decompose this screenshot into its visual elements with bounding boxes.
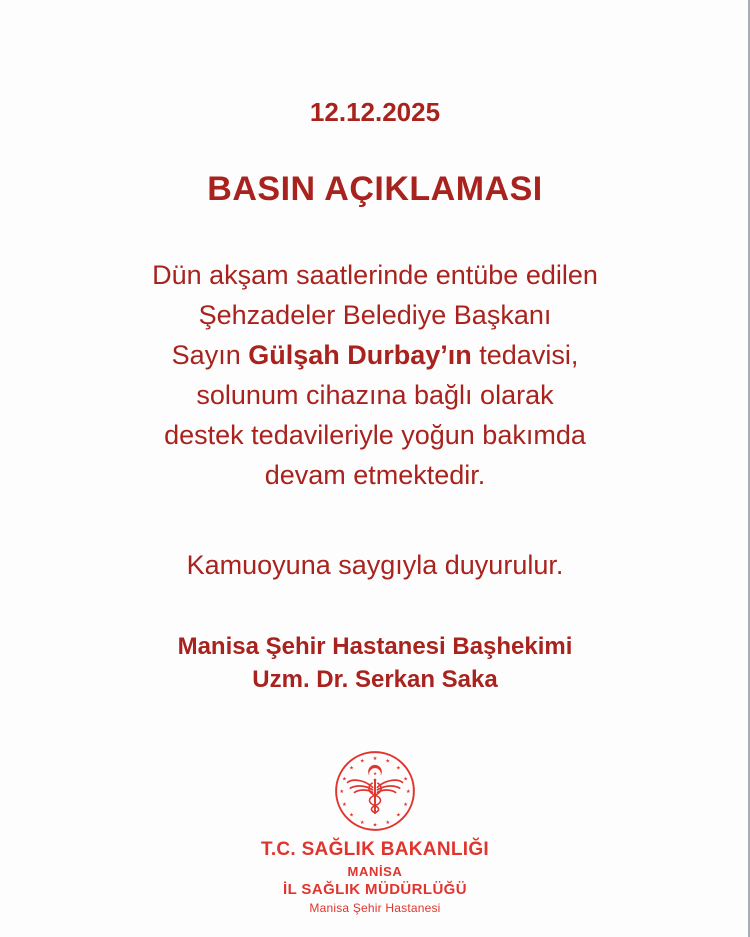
body-line-pre: Sayın [171,340,249,371]
svg-text:★: ★ [385,819,391,826]
directorate-name: İL SAĞLIK MÜDÜRLÜĞÜ [283,881,467,899]
svg-text:★: ★ [372,822,378,829]
svg-text:★: ★ [341,802,347,809]
svg-text:★: ★ [349,765,354,772]
svg-text:★: ★ [372,756,378,763]
svg-text:★: ★ [372,772,378,778]
body-line: destek tedavileriyle yoğun bakımda [164,420,586,451]
page-title: BASIN AÇIKLAMASI [207,170,543,209]
body-line-post: tedavisi, [471,340,579,371]
svg-text:★: ★ [403,802,409,809]
emblem-caduceus [348,779,403,814]
person-name: Gülşah Durbay’ın [248,340,472,371]
ministry-footer [0,750,750,915]
body-line: Dün akşam saatlerinde entübe edilen [152,260,598,291]
body-paragraph [0,255,750,495]
signature-title: Manisa Şehir Hastanesi Başhekimi [177,633,573,661]
svg-text:★: ★ [403,776,409,783]
svg-text:★: ★ [349,812,354,819]
health-ministry-emblem-icon [334,750,416,832]
emblem-container [0,750,750,832]
body-line: devam etmektedir. [264,460,486,491]
svg-text:★: ★ [396,765,401,772]
signature-block [0,630,750,696]
svg-text:★: ★ [396,812,401,819]
svg-text:★: ★ [359,819,365,826]
body-line: Şehzadeler Belediye Başkanı [198,300,552,331]
date-text: 12.12.2025 [309,97,441,127]
signature-name: Uzm. Dr. Serkan Saka [252,666,498,694]
svg-text:★: ★ [341,776,347,783]
svg-text:★: ★ [339,789,345,796]
province-name: MANİSA [347,864,403,880]
svg-text:★: ★ [359,758,365,765]
emblem-crescent [368,765,382,780]
svg-text:★: ★ [405,789,411,796]
svg-text:★: ★ [385,758,391,765]
closing-statement: Kamuoyuna saygıyla duyurulur. [186,550,564,581]
ministry-name: T.C. SAĞLIK BAKANLIĞI [261,839,489,861]
hospital-name: Manisa Şehir Hastanesi [309,901,441,916]
body-line: solunum cihazına bağlı olarak [196,380,554,411]
body-line [0,335,750,375]
